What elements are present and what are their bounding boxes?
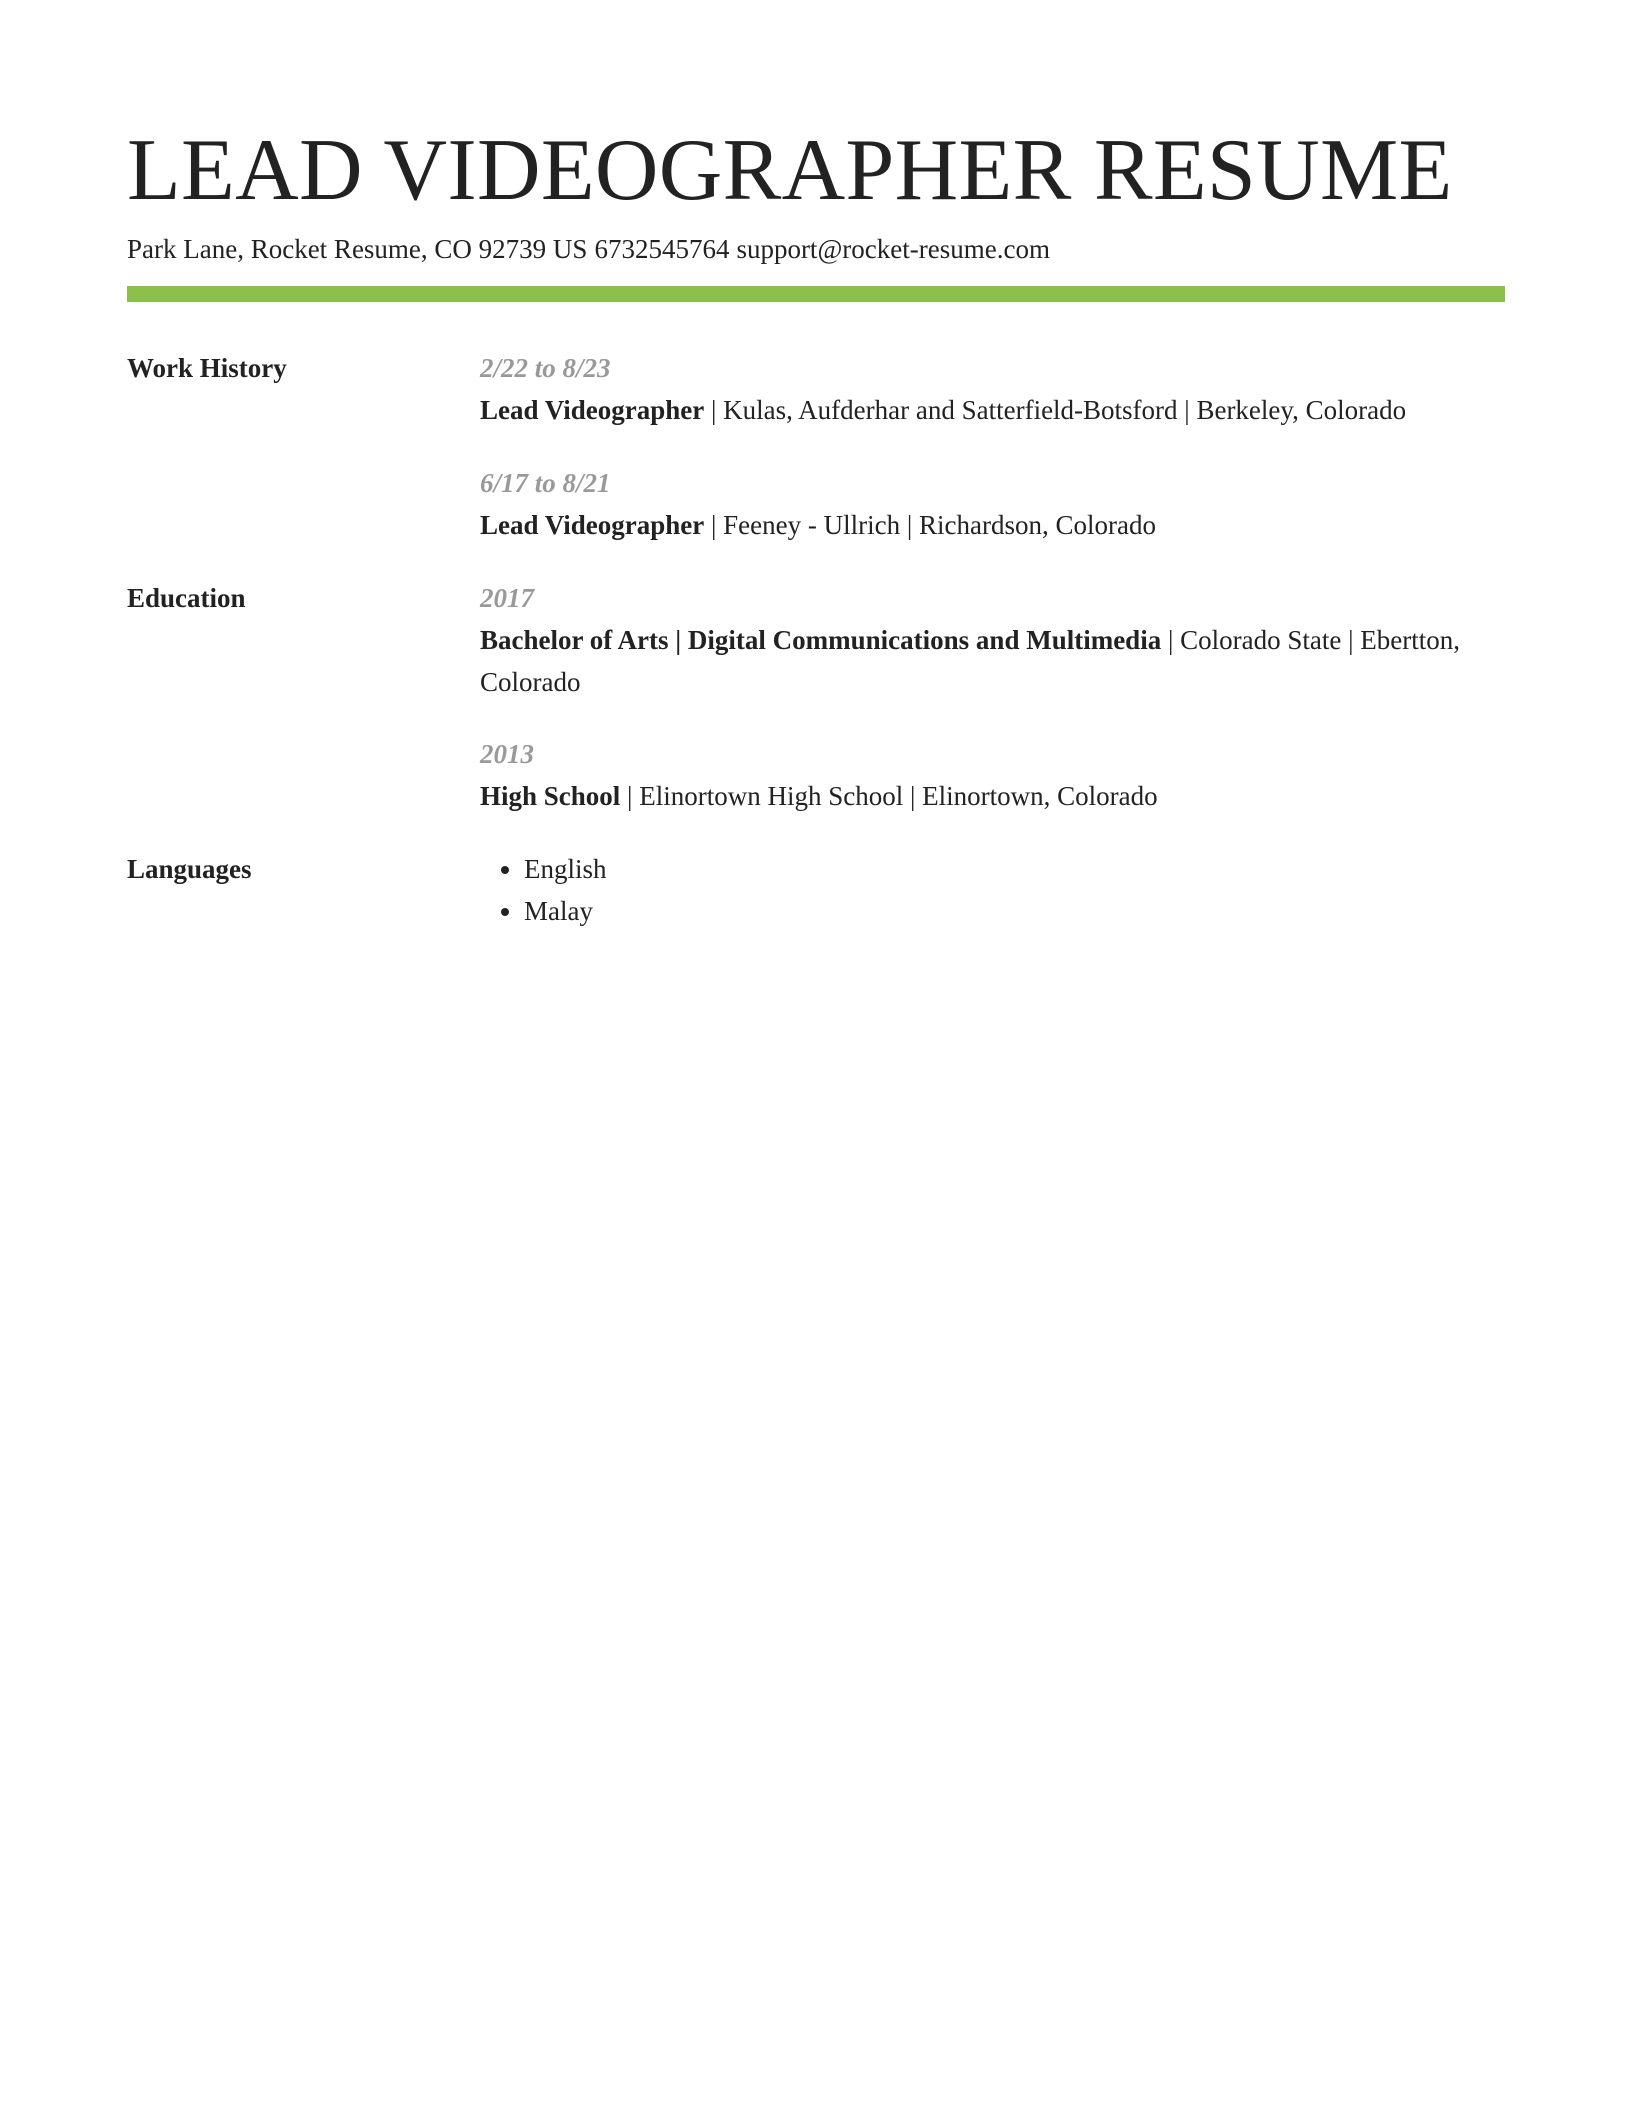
contact-phone: 6732545764 [594,234,730,264]
contact-line [127,229,1050,269]
education-entry-2-dates: 2013 [480,739,534,769]
work-entry-2-dates: 6/17 to 8/21 [480,468,611,498]
education-entry-1-line [480,619,1505,703]
work-entry-1-dates: 2/22 to 8/23 [480,353,611,383]
work-entry-2-role: Lead Videographer [480,510,705,540]
work-entry-2-line [480,504,1505,546]
education-entry-1-dates: 2017 [480,583,534,613]
contact-email: support@rocket-resume.com [736,234,1050,264]
education-heading: Education [127,583,246,613]
work-entry-2-details: | Feeney - Ullrich | Richardson, Colorado [704,510,1156,540]
work-history-heading: Work History [127,353,287,383]
work-entry-1-details: | Kulas, Aufderhar and Satterfield-Botsford | Berkeley, Colorado [704,395,1407,425]
education-entry-2-degree: High School [480,781,621,811]
education-entry-1-degree: Bachelor of Arts | Digital Communications and Multimedia [480,625,1162,655]
education-entry-2-line [480,775,1505,817]
language-item: • English [524,848,607,890]
languages-list [480,848,607,932]
education-entry-1-details: | Colorado State | Ebertton, Colorado [480,625,1460,697]
education-entry-2 [480,733,1505,817]
resume-title: LEAD VIDEOGRAPHER RESUME [127,122,1453,219]
work-entry-1-line [480,389,1505,431]
education-entry-2-details: | Elinortown High School | Elinortown, Colorado [620,781,1158,811]
header-divider [127,286,1505,302]
work-entry-1 [480,347,1505,431]
contact-address: Park Lane, Rocket Resume, CO 92739 US [127,234,588,264]
language-item: • Malay [524,890,607,932]
languages-heading: Languages [127,854,252,884]
education-entry-1 [480,577,1505,703]
work-entry-1-role: Lead Videographer [480,395,705,425]
work-entry-2 [480,462,1505,546]
